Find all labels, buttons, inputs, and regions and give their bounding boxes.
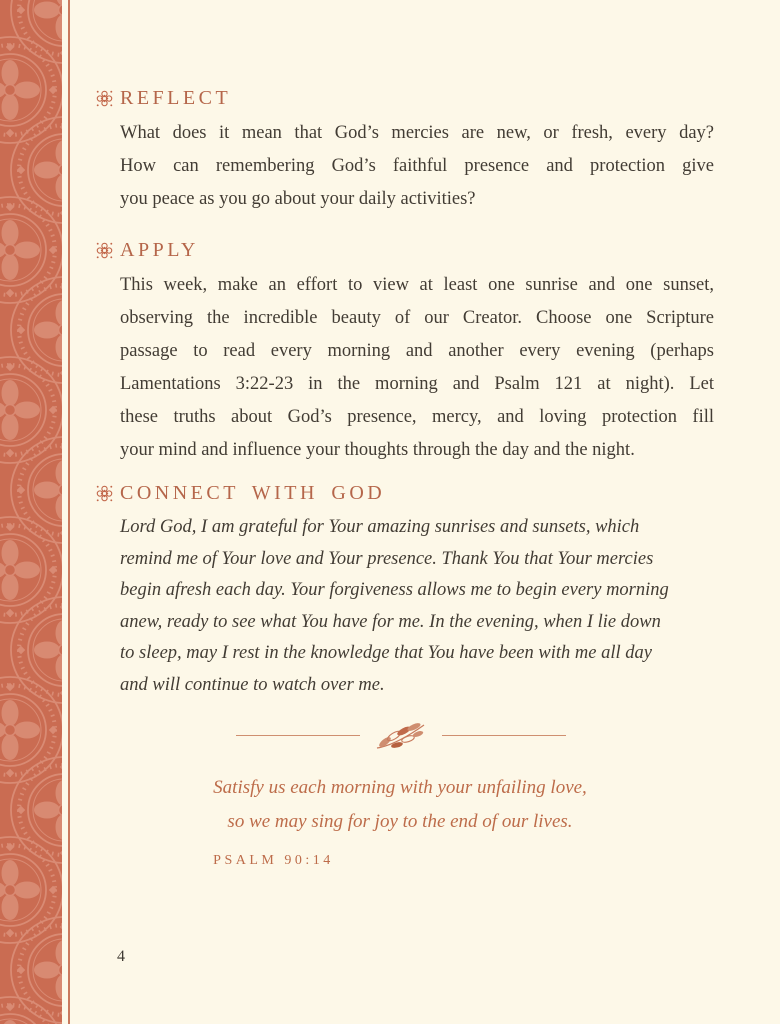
- text-line: these truths about God’s presence, mercy, and loving protection fill: [120, 407, 714, 427]
- text-line: remind me of Your love and Your presence. Thank You that Your mercies: [120, 548, 654, 569]
- text-line: begin afresh each day. Your forgiveness allows me to begin every morning: [120, 580, 669, 600]
- text-line: Lamentations 3:22-23 in the morning and Psalm 121 at night). Let: [120, 374, 714, 394]
- text-line: This week, make an effort to view at least one sunrise and one sunset,: [120, 275, 714, 295]
- text-line: and will continue to watch over me.: [120, 674, 385, 695]
- section-title: REFLECT: [120, 86, 232, 109]
- text-line: Lord God, I am grateful for Your amazing sunrises and sunsets, which: [120, 517, 640, 537]
- text-line: you peace as you go about your daily activities?: [120, 189, 476, 209]
- section-title: APPLY: [120, 238, 199, 261]
- verse-reference: PSALM 90:14: [213, 853, 334, 868]
- knot-ornament-icon: [96, 242, 113, 259]
- page-number: 4: [117, 948, 125, 965]
- section-body: [120, 117, 714, 216]
- text-line: to sleep, may I rest in the knowledge that You have been with me all day: [120, 643, 652, 663]
- medallion-pattern-border-icon: [0, 0, 62, 1024]
- verse-line: Satisfy us each morning with your unfailing love,: [213, 777, 587, 798]
- knot-ornament-icon: [96, 485, 113, 502]
- border-rule: [68, 0, 70, 1024]
- section-reflect: [120, 86, 714, 216]
- knot-ornament-icon: [96, 90, 113, 107]
- prayer-text: [120, 512, 714, 701]
- section-body: [120, 269, 714, 467]
- divider-line-left: [236, 735, 360, 736]
- section-title: CONNECT WITH GOD: [120, 481, 386, 504]
- section-header-apply: [96, 238, 714, 262]
- text-line: anew, ready to see what You have for me. In the evening, when I lie down: [120, 611, 661, 632]
- verse-quote: [120, 771, 714, 869]
- text-line: observing the incredible beauty of our Creator. Choose one Scripture: [120, 308, 714, 328]
- verse-block: [213, 771, 587, 869]
- leaf-sprig-icon: [374, 719, 428, 751]
- section-apply: [120, 238, 714, 467]
- text-line: What does it mean that God’s mercies are new, or fresh, every day?: [120, 123, 714, 143]
- divider-line-right: [442, 735, 566, 736]
- text-line: passage to read every morning and another every evening (perhaps: [120, 341, 714, 361]
- section-connect-with-god: [120, 481, 714, 701]
- text-line: your mind and influence your thoughts through the day and the night.: [120, 440, 635, 460]
- verse-line: so we may sing for joy to the end of our lives.: [227, 811, 573, 832]
- section-divider: [236, 719, 566, 751]
- section-header-reflect: [96, 86, 714, 110]
- text-line: How can remembering God’s faithful presence and protection give: [120, 156, 714, 176]
- page-content: [120, 0, 714, 869]
- section-header-connect: [96, 481, 714, 505]
